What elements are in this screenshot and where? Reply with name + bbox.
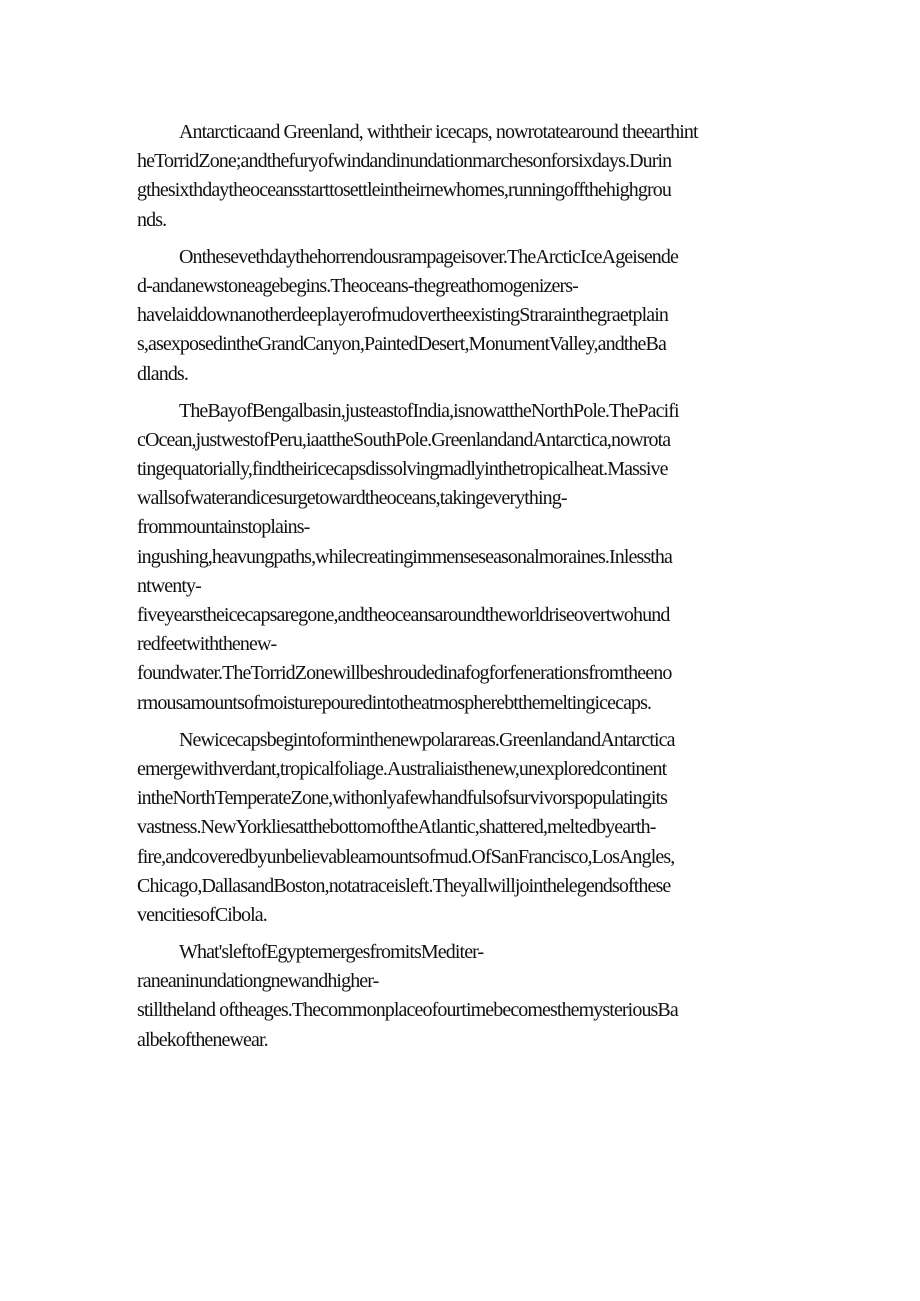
paragraph-4 bbox=[137, 726, 787, 930]
text-line: dlands. bbox=[137, 362, 188, 385]
paragraph-5 bbox=[137, 938, 787, 1055]
text-line: stilltheland oftheages.ThecommonplaceofourtimebecomesthemysteriousBa bbox=[137, 999, 678, 1022]
text-line: vencitiesofCibola. bbox=[137, 903, 267, 926]
text-line: fiveyearstheicecapsaregone,andtheoceansaroundtheworldriseovertwohund bbox=[137, 604, 670, 626]
paragraph-3 bbox=[137, 397, 787, 718]
text-line: cOcean,justwestofPeru,iaattheSouthPole.GreenlandandAntarctica,nowrota bbox=[137, 428, 671, 451]
text-line: heTorridZone;andthefuryofwindandinundationmarchesonforsixdays.Durin bbox=[137, 150, 672, 173]
text-line: albekofthenewear. bbox=[137, 1028, 268, 1051]
text-line: nds. bbox=[137, 208, 167, 231]
body-text bbox=[137, 118, 787, 1063]
text-line: Antarcticaand Greenland, withtheir icecaps, nowrotatearound theearthint bbox=[179, 121, 698, 143]
text-line: TheBayofBengalbasin,justeastofIndia,isnowattheNorthPole.ThePacifi bbox=[179, 399, 679, 422]
text-line: fire,andcoveredbyunbelievableamountsofmud.OfSanFrancisco,LosAngles, bbox=[137, 845, 675, 868]
text-line: ntwenty- bbox=[137, 574, 201, 597]
text-line: redfeetwiththenew- bbox=[137, 633, 277, 656]
text-line: Chicago,DallasandBoston,notatraceisleft.Theyallwilljointhelegendsofthese bbox=[137, 874, 671, 897]
text-line: havelaiddownanotherdeeplayerofmudovertheexistingStrarainthegraetplain bbox=[137, 304, 669, 327]
text-line: frommountainstoplains- bbox=[137, 516, 310, 539]
paragraph-2 bbox=[137, 243, 787, 389]
text-line: foundwater.TheTorridZonewillbeshroudedinafogforfenerationsfromtheeno bbox=[137, 662, 672, 685]
text-line: wallsofwaterandicesurgetowardtheoceans,takingeverything- bbox=[137, 487, 567, 510]
text-line: d-andanewstoneagebegins.Theoceans-thegreathomogenizers- bbox=[137, 274, 578, 297]
paragraph-1 bbox=[137, 118, 787, 235]
text-line: What'sleftofEgyptemergesfromitsMediter- bbox=[179, 941, 484, 964]
text-line: emergewithverdant,tropicalfoliage.Australiaisthenew,unexploredcontinent bbox=[137, 757, 667, 780]
text-line: vastness.NewYorkliesatthebottomoftheAtlantic,shattered,meltedbyearth- bbox=[137, 816, 656, 839]
text-line: Onthesevethdaythehorrendousrampageisover.TheArcticIceAgeisende bbox=[179, 245, 678, 268]
text-line: ingushing,heavungpaths,whilecreatingimmenseseasonalmoraines.Inlesstha bbox=[137, 545, 672, 568]
text-line: Newicecapsbegintoforminthenewpolarareas.GreenlandandAntarctica bbox=[179, 728, 675, 751]
text-line: intheNorthTemperateZone,withonlyafewhandfulsofsurvivorspopulatingits bbox=[137, 787, 668, 810]
text-line: raneaninundationgnewandhigher- bbox=[137, 970, 379, 993]
text-line: rmousamountsofmoisturepouredintotheatmospherebtthemeltingicecaps. bbox=[137, 691, 652, 714]
text-line: s,asexposedintheGrandCanyon,PaintedDesert,MonumentValley,andtheBa bbox=[137, 333, 666, 356]
text-line: tingequatorially,findtheiricecapsdissolvingmadlyinthetropicalheat.Massive bbox=[137, 458, 668, 481]
text-line: gthesixthdaytheoceansstarttosettleintheirnewhomes,runningoffthehighgrou bbox=[137, 179, 671, 202]
